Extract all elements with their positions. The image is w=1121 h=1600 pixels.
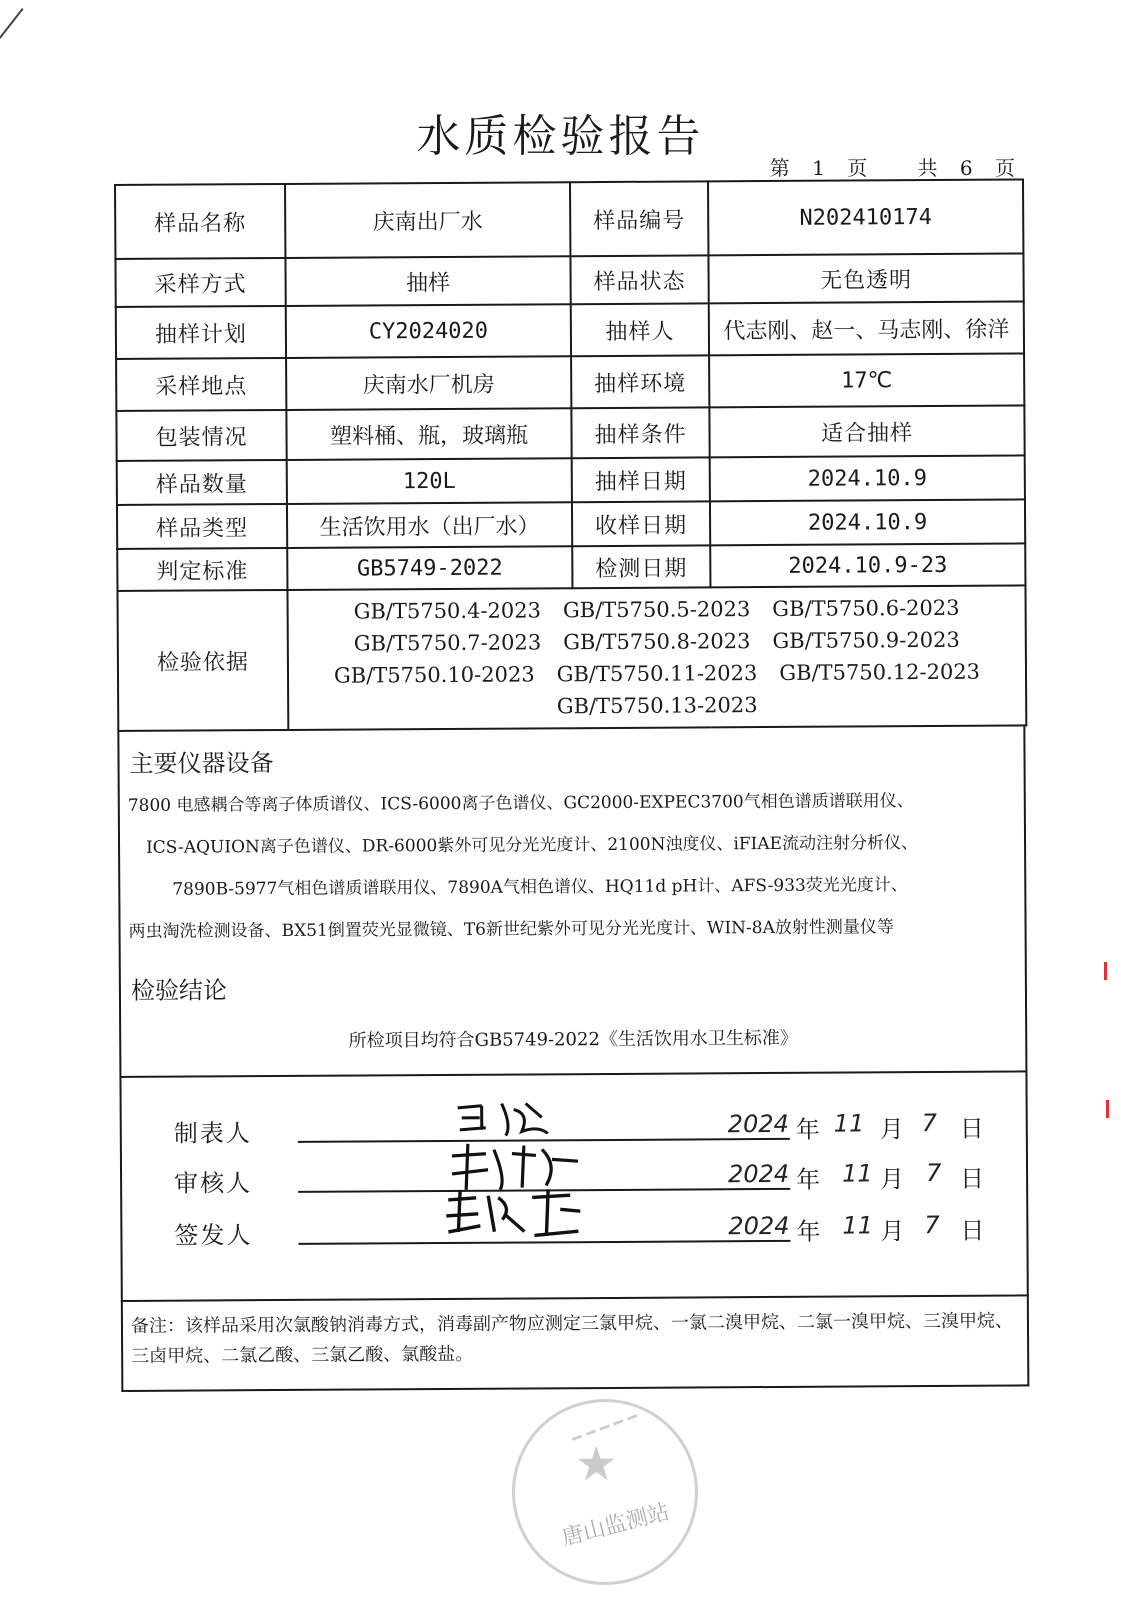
field-label: 抽样条件 (571, 407, 709, 458)
date-day-unit: 日 (959, 1114, 984, 1143)
date-year-unit: 年 (796, 1165, 821, 1194)
standard-item: GB/T5750.7-2023 (353, 630, 542, 656)
date-day-unit: 日 (960, 1164, 985, 1193)
official-seal (511, 1398, 698, 1585)
field-label: 采样方式 (115, 258, 285, 307)
edge-mark (1104, 962, 1107, 980)
report-title: 水质检验报告 (416, 111, 705, 162)
signature-label: 制表人 (173, 1119, 252, 1148)
field-label: 样品数量 (117, 460, 287, 505)
equipment-line: 两虫淘洗检测设备、BX51倒置荧光显微镜、T6新世纪紫外可见分光光度计、WIN-8A放射性测量仪等 (128, 917, 894, 942)
table-row (115, 179, 1023, 259)
standard-item: GB/T5750.8-2023 (563, 629, 751, 655)
seal-star-icon: ★ (574, 1435, 619, 1493)
date-month: 11 (833, 1109, 865, 1138)
field-value: 120L (287, 458, 572, 504)
table-row (116, 353, 1024, 411)
field-label: 抽样计划 (116, 306, 286, 359)
date-year-unit: 年 (796, 1217, 821, 1246)
signature-section (119, 1072, 1028, 1302)
signature-date (726, 1154, 1026, 1196)
standard-item: GB/T5750.9-2023 (772, 627, 960, 653)
date-month: 11 (842, 1211, 874, 1240)
field-value: GB5749-2022 (287, 546, 572, 590)
basis-label: 检验依据 (117, 590, 288, 731)
date-year: 2024 (727, 1109, 789, 1139)
field-value: 塑料桶、瓶，玻璃瓶 (286, 408, 571, 460)
field-value: 庆南水厂机房 (286, 356, 571, 410)
equipment-line: 7800 电感耦合等离子体质谱仪、ICS-6000离子色谱仪、GC2000-EXPEC3700气相色谱质谱联用仪、 (127, 791, 914, 816)
signature-date (726, 1206, 1026, 1248)
seal-text: 唐山监测站 (559, 1499, 673, 1552)
signature-label: 签发人 (174, 1221, 253, 1250)
table-row (117, 499, 1025, 549)
handwritten-signature (452, 1095, 572, 1142)
equipment-title: 主要仪器设备 (129, 749, 274, 778)
standard-item: GB/T5750.4-2023 (353, 598, 542, 624)
field-value: N202410174 (708, 179, 1023, 255)
field-value: 适合抽样 (709, 405, 1024, 457)
table-row (117, 543, 1025, 591)
date-year: 2024 (727, 1159, 790, 1189)
date-year-unit: 年 (795, 1115, 820, 1144)
field-value: 代志刚、赵一、马志刚、徐洋 (709, 301, 1024, 355)
table-row (117, 455, 1025, 505)
date-year: 2024 (728, 1211, 790, 1241)
date-month-unit: 月 (880, 1165, 905, 1194)
basis-standards (287, 585, 1026, 730)
signature-date (726, 1104, 1026, 1146)
field-label: 样品名称 (115, 184, 285, 259)
field-label: 抽样环境 (571, 355, 709, 408)
equipment-list (120, 773, 1025, 953)
conclusion-title: 检验结论 (130, 976, 228, 1005)
field-label: 收样日期 (572, 501, 710, 546)
total-prefix: 共 (917, 156, 940, 180)
standard-item: GB/T5750.11-2023 (556, 661, 758, 687)
field-value: CY2024020 (286, 304, 571, 358)
field-label: 包装情况 (116, 410, 286, 461)
page-prefix: 第 (769, 156, 792, 180)
field-label: 采样地点 (116, 358, 286, 411)
sample-info-table (114, 178, 1027, 732)
date-day: 7 (925, 1158, 942, 1188)
date-month-unit: 月 (879, 1115, 904, 1144)
field-value: 庆南出厂水 (285, 182, 570, 258)
handwritten-signature (440, 1185, 590, 1242)
standard-item: GB/T5750.13-2023 (556, 693, 758, 719)
field-label: 抽样日期 (572, 457, 710, 502)
total-unit: 页 (995, 156, 1017, 180)
remarks-text: 备注：该样品采用次氯酸钠消毒方式，消毒副产物应测定三氯甲烷、一氯二溴甲烷、二氯一溴甲烷、三溴甲烷、三卤甲烷、二氯乙酸、三氯乙酸、氯酸盐。 (130, 1310, 1014, 1367)
total-pages: 6 (959, 156, 975, 180)
table-row (115, 253, 1023, 307)
page-indicator (764, 152, 1023, 181)
date-month: 11 (841, 1159, 873, 1188)
signature-row-issuer (122, 1200, 1030, 1256)
standard-item: GB/T5750.6-2023 (772, 595, 960, 621)
date-day: 7 (921, 1108, 938, 1138)
field-label: 抽样人 (571, 303, 709, 356)
field-label: 判定标准 (117, 548, 287, 591)
date-day: 7 (924, 1210, 940, 1240)
table-row (116, 405, 1024, 461)
field-label: 样品状态 (570, 255, 708, 304)
field-value: 2024.10.9-23 (710, 543, 1025, 587)
field-value: 生活饮用水（出厂水） (287, 502, 572, 548)
table-row (116, 301, 1024, 359)
field-value: 2024.10.9 (710, 499, 1025, 545)
standard-item: GB/T5750.10-2023 (333, 662, 535, 688)
field-label: 检测日期 (572, 545, 710, 588)
scan-artifact-line (0, 8, 24, 104)
page-number: 1 (812, 156, 827, 180)
date-day-unit: 日 (960, 1216, 985, 1245)
field-label: 样品类型 (117, 504, 287, 549)
field-value: 抽样 (285, 256, 570, 306)
standard-item: GB/T5750.12-2023 (779, 659, 981, 685)
field-value: 无色透明 (708, 253, 1023, 303)
edge-mark (1106, 1100, 1109, 1118)
field-value: 2024.10.9 (710, 455, 1025, 501)
page-unit: 页 (847, 156, 870, 180)
standard-item: GB/T5750.5-2023 (562, 597, 751, 623)
remarks-section (121, 1296, 1030, 1392)
seal-ring-text: ━ ━ ━ ━ ━ (569, 1406, 641, 1449)
conclusion-text: 所检项目均符合GB5749-2022《生活饮用水卫生标准》 (348, 1027, 798, 1052)
field-value: 17℃ (709, 353, 1024, 407)
report-form (114, 178, 1029, 1552)
date-month-unit: 月 (880, 1217, 905, 1246)
signature-label: 审核人 (174, 1169, 253, 1198)
field-label: 样品编号 (570, 181, 708, 256)
equipment-line: ICS-AQUION离子色谱仪、DR-6000紫外可见分光光度计、2100N浊度仪、iFIAE流动注射分析仪、 (145, 833, 919, 858)
table-row (117, 585, 1026, 731)
equipment-line: 7890B-5977气相色谱质谱联用仪、7890A气相色谱仪、HQ11d pH计、AFS-933荧光光度计、 (172, 875, 908, 900)
